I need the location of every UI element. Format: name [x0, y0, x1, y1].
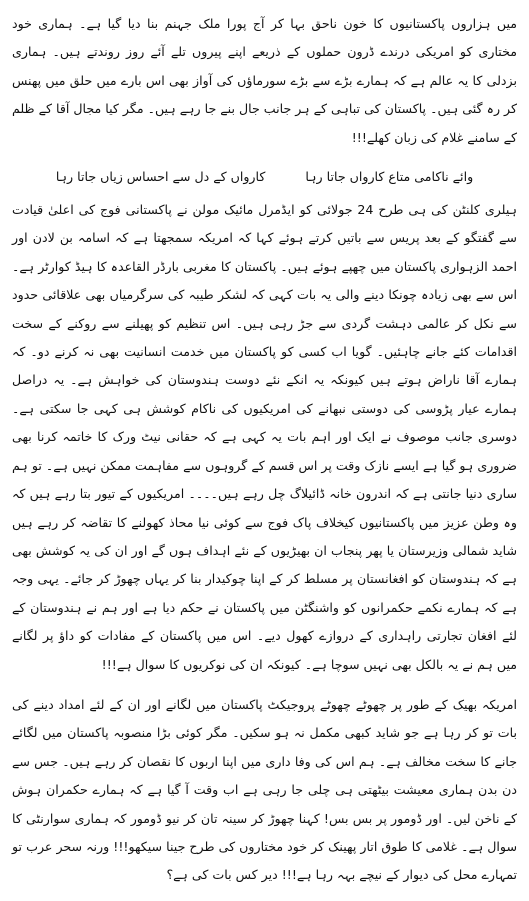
poetry-couplet — [12, 164, 517, 190]
paragraph-2: ہیلری کلنٹن کی ہی طرح 24 جولائی کو ایڈمرل مائیک مولن نے پاکستانی فوج کی اعلیٰ قیادت سے گفتگو کے بعد پریس سے باتیں کرتے ہوئے کہا کہ امریکہ سمجھتا ہے کہ اسامہ بن لادن اور احمد الزہواری پاکستان میں چھپے ہوئے ہیں۔ پاکستان کا مغربی بارڈر القاعدہ کا ہیڈ کوارٹر ہے۔ اس سے بھی زیادہ چونکا دینے والی یہ بات کہی کہ لشکر طیبہ کی سرگرمیاں بھی علاقائی حدود سے نکل کر عالمی دہشت گردی سے جڑ رہی ہیں۔ اس تنظیم کو پھیلنے سے روکنے کے سخت اقدامات کئے جانے چاہئیں۔ گویا اب کسی کو پاکستان میں خدمت انسانیت بھی نہ کرنے دو۔ کہ ہمارے آقا ناراض ہوتے ہیں کیونکہ یہ انکے نئے دوست ہندوستان کی خواہش ہے۔ یہ دراصل ہمارے عیار پڑوسی کی دوستی نبھانے کی امریکیوں کی ناکام کوشش ہی کہی جا سکتی ہے۔ دوسری جانب موصوف نے ایک اور اہم بات یہ کہی ہے کہ حقانی نیٹ ورک کا خاتمہ کرنا بھی ضروری ہو گیا ہے ایسے نازک وقت پر اس قسم کے گروہوں سے مفاہمت ممکن نہیں ہے۔ تو ہم ساری دنیا جانتی ہے کہ اندرون خانہ ڈائیلاگ چل رہے ہیں۔۔۔۔ امریکیوں کے تیور بتا رہے ہیں کہ وہ وطن عزیز میں پاکستانیوں کیخلاف پاک فوج سے کوئی نیا محاذ کھولنے کا تقاضہ کر رہے ہیں شاید شمالی وزیرستان یا پھر پنجاب ان بھیڑیوں کے نئے اہداف ہوں گے اور ان کی یہ کوشش بھی ہے کہ ہندوستان کو افغانستان پر مسلط کر کے اپنا چوکیدار بنا کر یہاں چھوڑ کر جائے۔ یہی وجہ ہے کہ ہمارے نکمے حکمرانوں کو واشنگٹن میں پاکستان نے حکم دیا ہے اور ہم نے ہندوستان کے لئے افغان تجارتی راہداری کے دروازے کھول دیے۔ اس میں پاکستان کے مفادات کو داؤ پر لگانے میں ہم نے یہ بالکل بھی نہیں سوچا ہے۔ کیونکہ ان کی نوکریوں کا سوال ہے!!! — [12, 202, 517, 672]
verse-line-left: کارواں کے دل سے احساس زیاں جاتا رہا — [55, 169, 266, 185]
verse-line-right: وائے ناکامی متاع کارواں جاتا رہا — [305, 169, 474, 185]
paragraph-1: میں ہزاروں پاکستانیوں کا خون ناحق بہا کر آج پورا ملک جہنم بنا دیا گیا ہے۔ ہماری خود مختاری کو امریکی درندے ڈرون حملوں کے ذریعے اپنے پیروں تلے آئے روز روندتے ہیں۔ ہماری بزدلی کا یہ عالم ہے کہ ہمارے بڑے سے بڑے سورماؤں کی آواز بھی اس بارے میں حلق میں پھنس کر رہ گئی ہیں۔ پاکستان کی تباہی کے ہر جانب جال بنے جا رہے ہیں۔ مگر کیا مجال آقا کے ظلم کے سامنے غلام کی زبان کھلے!!! — [12, 16, 517, 145]
paragraph-3: امریکہ بھیک کے طور پر چھوٹے چھوٹے پروجیکٹ پاکستان میں لگانے اور ان کے لئے امداد دینے کی بات تو کر رہا ہے جو شاید کبھی مکمل نہ ہو سکیں۔ مگر کوئی بڑا منصوبہ پاکستان میں لگائے جانے کا سخت مخالف ہے۔ ہم اس کی وفا داری میں اپنا اربوں کا نقصان کر رہے ہیں۔ جس سے دن بدن ہماری معیشت بیٹھتی ہی چلی جا رہی ہے اب وقت آ گیا ہے کہ ہمارے حکمران ہوش کے ناخن لیں۔ اور ڈومور پر بس بس! کہنا چھوڑ کر سینہ تان کر نیو ڈومور کہ ہماری سوارنٹی کا سوال ہے۔ غلامی کا طوق اتار پھینک کر خود مختاروں کی طرح جینا سیکھو!!! ورنہ سحر عرب تو تمہارے محل کی دیوار کے نیچے بہہ رہا ہے!!! دیر کس بات کی ہے؟ — [12, 696, 517, 883]
